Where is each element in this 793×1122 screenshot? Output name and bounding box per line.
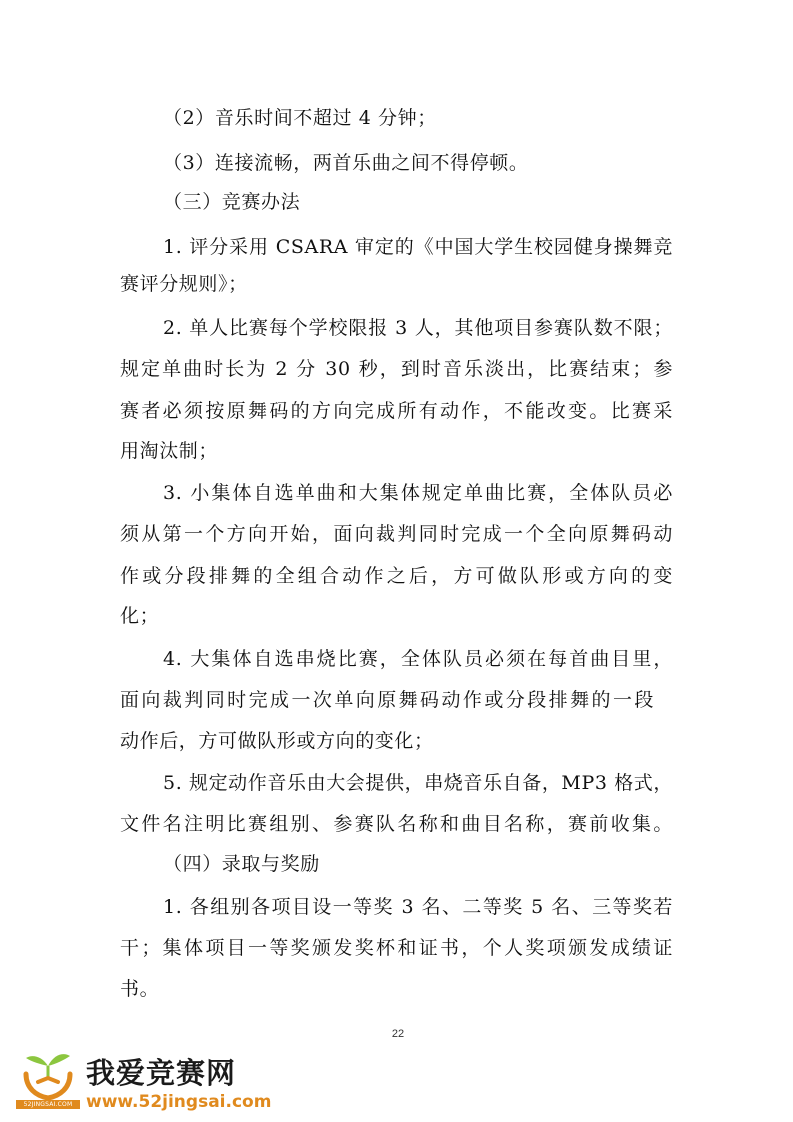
text-line: 5. 规定动作音乐由大会提供，串烧音乐自备，MP3 格式，	[163, 772, 673, 794]
page-number: 22	[391, 1028, 405, 1040]
text-line: 3. 小集体自选单曲和大集体规定单曲比赛，全体队员必	[163, 482, 673, 504]
section-heading: （三）竞赛办法	[163, 191, 301, 213]
logo-strip: 52JINGSAI.COM	[16, 1100, 80, 1109]
text-line: 赛评分规则》；	[120, 273, 248, 295]
text-line: 作或分段排舞的全组合动作之后，方可做队形或方向的变	[120, 565, 673, 587]
text-line: 书。	[120, 978, 160, 1000]
text-line: 化；	[120, 605, 160, 627]
section-heading: （四）录取与奖励	[163, 853, 320, 875]
text-line: 2. 单人比赛每个学校限报 3 人，其他项目参赛队数不限；	[163, 317, 673, 339]
text-line: 1. 各组别各项目设一等奖 3 名、二等奖 5 名、三等奖若	[163, 896, 673, 918]
text-line: 面向裁判同时完成一次单向原舞码动作或分段排舞的一段	[120, 689, 654, 711]
text-line: 用淘汰制；	[120, 440, 219, 462]
text-line: 干；集体项目一等奖颁发奖杯和证书，个人奖项颁发成绩证	[120, 937, 673, 959]
text-line: 赛者必须按原舞码的方向完成所有动作，不能改变。比赛采	[120, 400, 673, 422]
text-line: 1. 评分采用 CSARA 审定的《中国大学生校园健身操舞竞	[163, 236, 673, 258]
text-line: （2）音乐时间不超过 4 分钟；	[163, 107, 437, 129]
site-name: 我爱竞赛网	[86, 1056, 237, 1090]
text-line: 4. 大集体自选串烧比赛，全体队员必须在每首曲目里，	[163, 648, 673, 670]
text-line: 规定单曲时长为 2 分 30 秒，到时音乐淡出，比赛结束；参	[120, 358, 673, 380]
text-line: （3）连接流畅，两首乐曲之间不得停顿。	[163, 152, 529, 174]
text-line: 动作后，方可做队形或方向的变化；	[120, 730, 434, 752]
text-line: 文件名注明比赛组别、参赛队名称和曲目名称，赛前收集。	[120, 813, 673, 835]
text-line: 须从第一个方向开始，面向裁判同时完成一个全向原舞码动	[120, 523, 673, 545]
site-url[interactable]: www.52jingsai.com	[86, 1092, 272, 1112]
